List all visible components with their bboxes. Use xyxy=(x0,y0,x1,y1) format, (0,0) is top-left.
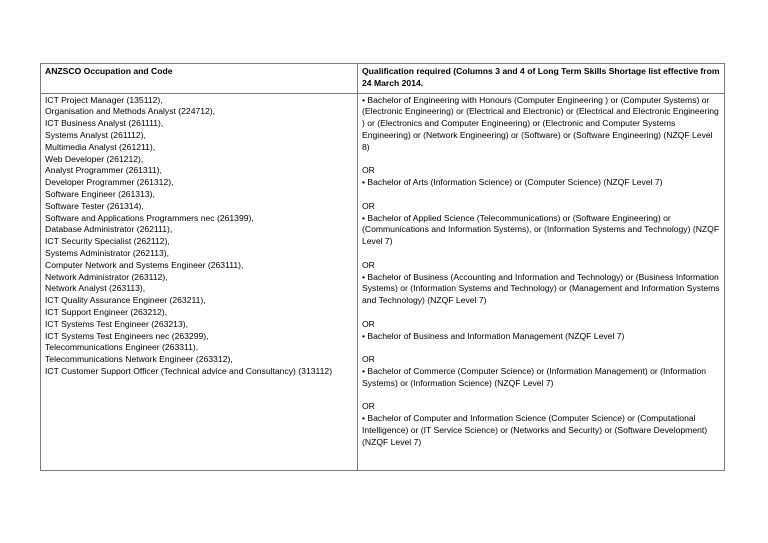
occupation-item: ICT Quality Assurance Engineer (263211), xyxy=(45,295,206,306)
qualification-item: • Bachelor of Business (Accounting and Information and Technology) or (Business Information Systems) or (Information Systems and Technology) or (Management and Information Systems and Technology) (NZQF Level 7) xyxy=(362,271,720,306)
occupation-item: Multimedia Analyst (261211), xyxy=(45,141,156,152)
or-separator: OR xyxy=(362,200,375,211)
occupation-item: ICT Business Analyst (261111), xyxy=(45,118,164,129)
occupation-item: Network Analyst (263113), xyxy=(45,283,146,294)
occupation-item: Web Developer (261212), xyxy=(45,153,144,164)
occupation-item: Telecommunications Network Engineer (263312), xyxy=(45,354,233,365)
occupation-list-cell xyxy=(41,93,358,470)
or-separator: OR xyxy=(362,354,375,365)
occupation-item: Database Administrator (262111), xyxy=(45,224,173,235)
occupation-item: Computer Network and Systems Engineer (263111), xyxy=(45,259,244,270)
occupation-item: Analyst Programmer (261311), xyxy=(45,165,162,176)
qualification-item: • Bachelor of Engineering with Honours (Computer Engineering ) or (Computer Systems) or (Electronic Engineering) or (Electrical and Electronic) or (Electrical and Electronic Engineering ) or (Electronics and Computer Engineering) or (Electronic and Computer Systems Engineering) or (Network Engineering) or (Software) or (Software Engineering) (NZQF Level 8) xyxy=(362,94,719,152)
occupation-item: Telecommunications Engineer (263311), xyxy=(45,342,199,353)
occupation-item: Systems Administrator (262113), xyxy=(45,247,170,258)
occupation-item: Organisation and Methods Analyst (224712), xyxy=(45,106,216,117)
occupation-item: Systems Analyst (261112), xyxy=(45,129,146,140)
occupation-item: ICT Project Manager (135112), xyxy=(45,94,163,105)
qualification-item: • Bachelor of Applied Science (Telecommunications) or (Software Engineering) or (Communications and Information Systems), or (Information Systems and Technology) (NZQF Level 7) xyxy=(362,212,720,247)
qualification-item: • Bachelor of Business and Information Management (NZQF Level 7) xyxy=(362,330,625,341)
or-separator: OR xyxy=(362,401,375,412)
occupation-item: ICT Systems Test Engineer (263213), xyxy=(45,318,188,329)
table-row xyxy=(41,93,725,470)
table-header-row xyxy=(41,64,725,94)
occupation-item: Software Engineer (261313), xyxy=(45,188,155,199)
or-separator: OR xyxy=(362,259,375,270)
qualification-table xyxy=(40,63,725,471)
qualification-item: • Bachelor of Computer and Information Science (Computer Science) or (Computational Intelligence) or (IT Service Science) or (Networks and Security) or (Software Development) (NZQF Level 7) xyxy=(362,413,708,447)
occupation-item: ICT Systems Test Engineers nec (263299), xyxy=(45,330,209,341)
occupation-item: ICT Customer Support Officer (Technical advice and Consultancy) (313112) xyxy=(45,365,333,376)
or-separator: OR xyxy=(362,165,375,176)
or-separator: OR xyxy=(362,318,375,329)
occupation-item: Software Tester (261314), xyxy=(45,200,144,211)
occupation-item: Network Administrator (263112), xyxy=(45,271,168,282)
qualification-item: • Bachelor of Arts (Information Science) or (Computer Science) (NZQF Level 7) xyxy=(362,177,663,188)
occupation-item: ICT Support Engineer (263212), xyxy=(45,306,168,317)
qualification-item: • Bachelor of Commerce (Computer Science) or (Information Management) or (Information Systems) or (Information Science) (NZQF Level 7) xyxy=(362,365,707,388)
occupation-column-header: ANZSCO Occupation and Code xyxy=(41,64,358,94)
occupation-item: ICT Security Specialist (262112), xyxy=(45,236,170,247)
occupation-item: Developer Programmer (261312), xyxy=(45,177,174,188)
occupation-item: Software and Applications Programmers nec (261399), xyxy=(45,212,254,223)
qualification-column-header: Qualification required (Columns 3 and 4 of Long Term Skills Shortage list effective from 24 March 2014. xyxy=(358,64,725,94)
qualification-list-cell xyxy=(358,93,725,470)
